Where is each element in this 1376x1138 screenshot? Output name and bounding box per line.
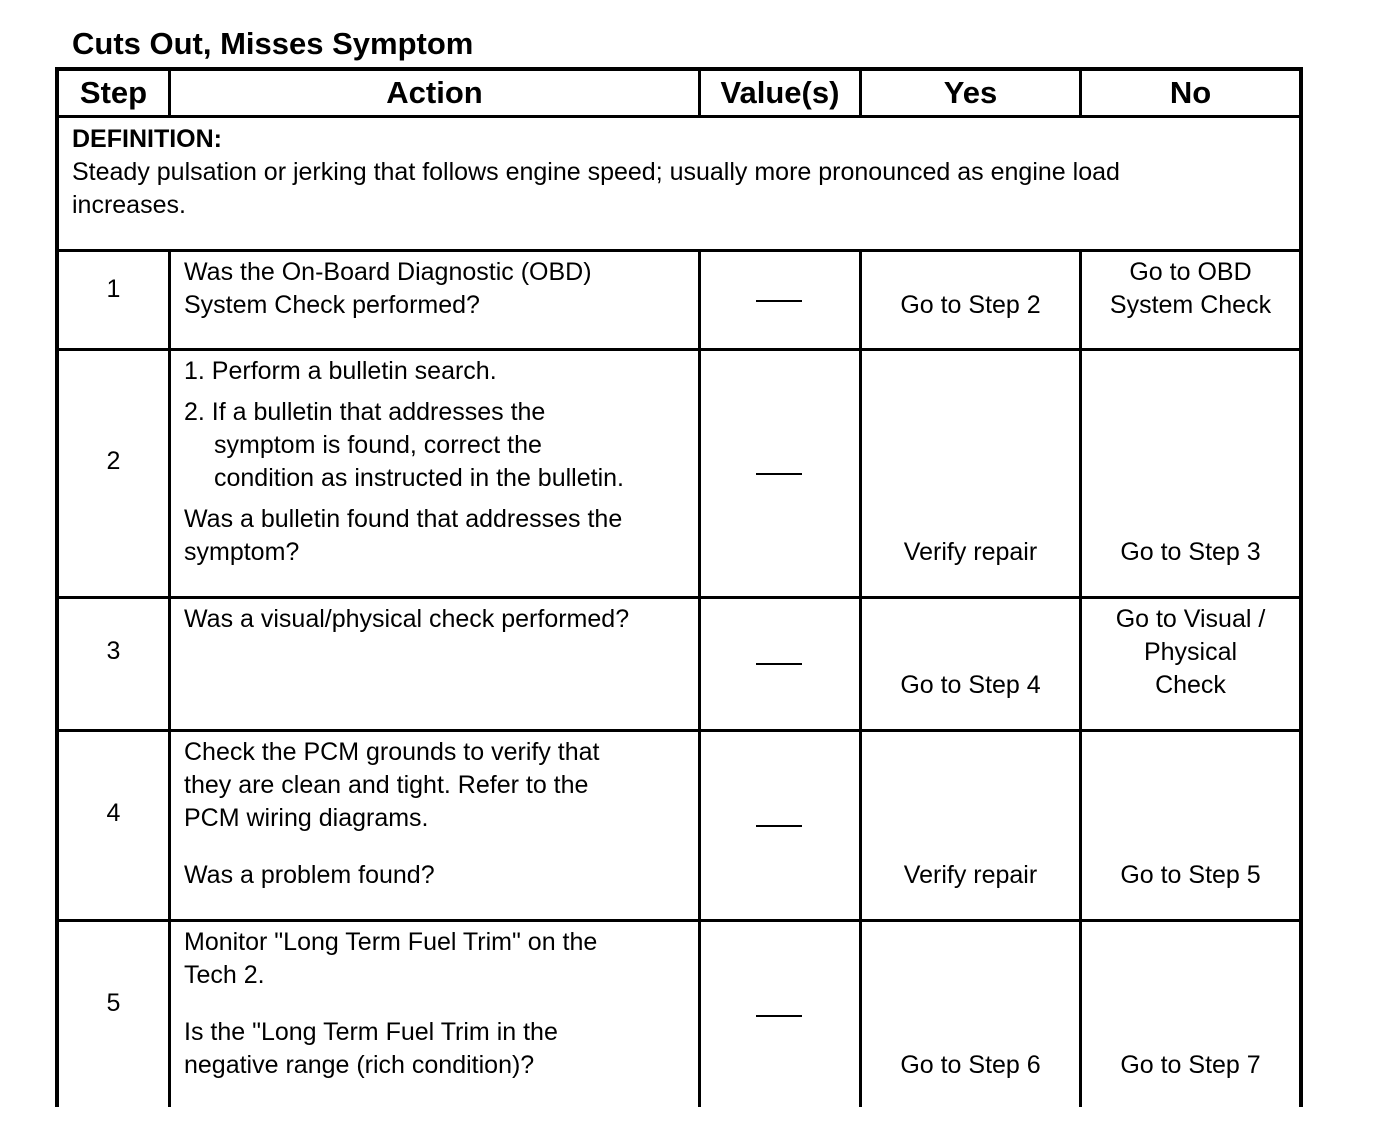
yes-result: Go to Step 4 <box>900 671 1041 699</box>
action-text: Was a visual/physical check performed? <box>184 605 630 633</box>
no-result: Check <box>1155 671 1226 699</box>
col-sep-step-body <box>168 249 171 1107</box>
action-text: Monitor "Long Term Fuel Trim" on the <box>184 928 598 956</box>
action-question: negative range (rich condition)? <box>184 1051 535 1079</box>
col-sep-action-body <box>698 249 701 1107</box>
action-item: 2. If a bulletin that addresses the <box>184 398 546 426</box>
header-step: Step <box>79 75 148 110</box>
definition-label: DEFINITION: <box>72 125 222 153</box>
step-number: 3 <box>106 637 121 665</box>
step-number: 2 <box>106 447 121 475</box>
row1-divider <box>55 348 1303 351</box>
row3-divider <box>55 729 1303 732</box>
table-border-right <box>1299 67 1303 1107</box>
value-dash <box>756 825 802 827</box>
definition-text-line2: increases. <box>72 191 186 219</box>
step-number: 5 <box>106 989 121 1017</box>
value-dash <box>756 1015 802 1017</box>
yes-result: Verify repair <box>903 861 1038 889</box>
row2-divider <box>55 596 1303 599</box>
action-item: condition as instructed in the bulletin. <box>214 464 624 492</box>
action-text: System Check performed? <box>184 291 480 319</box>
row4-divider <box>55 919 1303 922</box>
header-values: Value(s) <box>720 75 840 110</box>
no-result: Go to Step 7 <box>1120 1051 1261 1079</box>
no-result: Physical <box>1143 638 1238 666</box>
step-number: 1 <box>106 275 121 303</box>
definition-divider <box>55 249 1303 252</box>
yes-result: Go to Step 6 <box>900 1051 1041 1079</box>
yes-result: Verify repair <box>903 538 1038 566</box>
header-divider <box>55 115 1303 118</box>
header-yes: Yes <box>943 75 998 110</box>
action-question: Is the "Long Term Fuel Trim in the <box>184 1018 558 1046</box>
no-result: Go to OBD <box>1129 258 1252 286</box>
action-text: they are clean and tight. Refer to the <box>184 771 589 799</box>
definition-text-line1: Steady pulsation or jerking that follows engine speed; usually more pronounced as engine load <box>72 158 1120 186</box>
action-text: Was the On-Board Diagnostic (OBD) <box>184 258 592 286</box>
no-result: Go to Visual / <box>1115 605 1266 633</box>
action-text: Tech 2. <box>184 961 265 989</box>
action-text: Check the PCM grounds to verify that <box>184 738 600 766</box>
diagnostic-table <box>55 67 1303 1107</box>
value-dash <box>756 473 802 475</box>
value-dash <box>756 663 802 665</box>
no-result: Go to Step 5 <box>1120 861 1261 889</box>
action-question: symptom? <box>184 538 300 566</box>
step-number: 4 <box>106 799 121 827</box>
yes-result: Go to Step 2 <box>900 291 1041 319</box>
header-action: Action <box>386 75 483 110</box>
header-no: No <box>1169 75 1212 110</box>
no-result: Go to Step 3 <box>1120 538 1261 566</box>
page-title: Cuts Out, Misses Symptom <box>72 26 474 61</box>
action-question: Was a bulletin found that addresses the <box>184 505 623 533</box>
value-dash <box>756 300 802 302</box>
table-border-top <box>55 67 1303 71</box>
action-question: Was a problem found? <box>184 861 435 889</box>
action-item: symptom is found, correct the <box>214 431 542 459</box>
action-item: 1. Perform a bulletin search. <box>184 357 497 385</box>
no-result: System Check <box>1109 291 1272 319</box>
table-border-left <box>55 67 59 1107</box>
action-text: PCM wiring diagrams. <box>184 804 429 832</box>
